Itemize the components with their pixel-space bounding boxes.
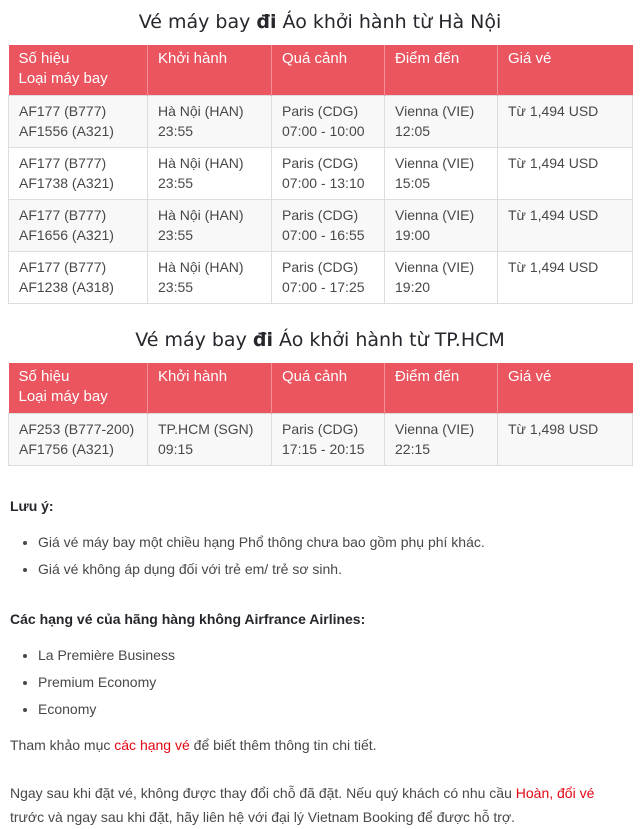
cell-destination: Vienna (VIE) 19:20	[385, 252, 498, 304]
cell-transit: Paris (CDG) 07:00 - 17:25	[272, 252, 385, 304]
refund-exchange-link[interactable]: Hoàn, đổi vé	[515, 785, 595, 801]
col-header-departure: Khởi hành	[148, 363, 272, 414]
section-title-hanoi	[0, 0, 640, 45]
flights-table-hcm	[8, 363, 633, 466]
paragraph-text: Tham khảo mục	[10, 737, 115, 753]
list-item: • Economy	[38, 699, 630, 719]
cell-flight-number: AF253 (B777-200) AF1756 (A321)	[9, 414, 148, 466]
fare-classes-heading: Các hạng vé của hãng hàng không Airfrance Airlines:	[10, 611, 366, 627]
cell-flight-number: AF177 (B777) AF1238 (A318)	[9, 252, 148, 304]
table-row	[9, 414, 633, 466]
cell-departure: Hà Nội (HAN) 23:55	[148, 200, 272, 252]
title-keyword: đi	[252, 329, 273, 351]
paragraph-text: Ngay sau khi đặt vé, không được thay đổi chỗ đã đặt. Nếu quý khách có nhu cầu	[10, 785, 516, 801]
cell-departure: Hà Nội (HAN) 23:55	[148, 148, 272, 200]
table-header-row	[9, 45, 633, 96]
cell-flight-number: AF177 (B777) AF1656 (A321)	[9, 200, 148, 252]
paragraph-text: trước và ngay sau khi đặt, hãy liên hệ với đại lý Vietnam Booking để được hỗ trợ.	[10, 809, 516, 825]
fare-classes-link[interactable]: các hạng vé	[114, 737, 190, 753]
cell-destination: Vienna (VIE) 15:05	[385, 148, 498, 200]
cell-price: Từ 1,494 USD	[498, 252, 633, 304]
table-row	[9, 200, 633, 252]
col-header-flight-number: Số hiệu Loại máy bay	[9, 363, 148, 414]
paragraph-text: để biết thêm thông tin chi tiết.	[189, 737, 377, 753]
title-text: Áo khởi hành từ Hà Nội	[276, 11, 502, 33]
cell-departure: Hà Nội (HAN) 23:55	[148, 252, 272, 304]
list-item: • Giá vé máy bay một chiều hạng Phổ thông chưa bao gồm phụ phí khác.	[38, 532, 630, 552]
cell-price: Từ 1,494 USD	[498, 148, 633, 200]
cell-price: Từ 1,498 USD	[498, 414, 633, 466]
list-item: • La Première Business	[38, 645, 630, 665]
cell-price: Từ 1,494 USD	[498, 200, 633, 252]
title-keyword: đi	[256, 11, 277, 33]
booking-policy-paragraph	[10, 781, 630, 829]
flights-table-hanoi	[8, 45, 633, 304]
table-row	[9, 148, 633, 200]
table-row	[9, 96, 633, 148]
section-title-hcm	[0, 318, 640, 363]
cell-transit: Paris (CDG) 07:00 - 16:55	[272, 200, 385, 252]
list-item: • Premium Economy	[38, 672, 630, 692]
col-header-destination: Điểm đến	[385, 363, 498, 414]
fare-classes-list	[10, 645, 630, 719]
cell-transit: Paris (CDG) 07:00 - 13:10	[272, 148, 385, 200]
cell-transit: Paris (CDG) 17:15 - 20:15	[272, 414, 385, 466]
spacer	[0, 304, 640, 318]
col-header-transit: Quá cảnh	[272, 45, 385, 96]
cell-departure: TP.HCM (SGN) 09:15	[148, 414, 272, 466]
cell-price: Từ 1,494 USD	[498, 96, 633, 148]
col-header-price: Giá vé	[498, 45, 633, 96]
cell-departure: Hà Nội (HAN) 23:55	[148, 96, 272, 148]
fare-reference-paragraph	[10, 735, 630, 755]
notes-section	[10, 496, 630, 829]
cell-flight-number: AF177 (B777) AF1738 (A321)	[9, 148, 148, 200]
title-text: Áo khởi hành từ TP.HCM	[273, 329, 505, 351]
col-header-departure: Khởi hành	[148, 45, 272, 96]
table-header-row	[9, 363, 633, 414]
cell-destination: Vienna (VIE) 19:00	[385, 200, 498, 252]
note-bullet-list	[10, 532, 630, 579]
cell-flight-number: AF177 (B777) AF1556 (A321)	[9, 96, 148, 148]
cell-destination: Vienna (VIE) 12:05	[385, 96, 498, 148]
list-item: • Giá vé không áp dụng đối với trẻ em/ trẻ sơ sinh.	[38, 559, 630, 579]
col-header-transit: Quá cảnh	[272, 363, 385, 414]
table-row	[9, 252, 633, 304]
cell-transit: Paris (CDG) 07:00 - 10:00	[272, 96, 385, 148]
cell-destination: Vienna (VIE) 22:15	[385, 414, 498, 466]
title-text: Vé máy bay	[135, 329, 253, 351]
col-header-price: Giá vé	[498, 363, 633, 414]
note-heading-luu-y: Lưu ý:	[10, 498, 54, 514]
col-header-flight-number: Số hiệu Loại máy bay	[9, 45, 148, 96]
col-header-destination: Điểm đến	[385, 45, 498, 96]
title-text: Vé máy bay	[138, 11, 257, 33]
